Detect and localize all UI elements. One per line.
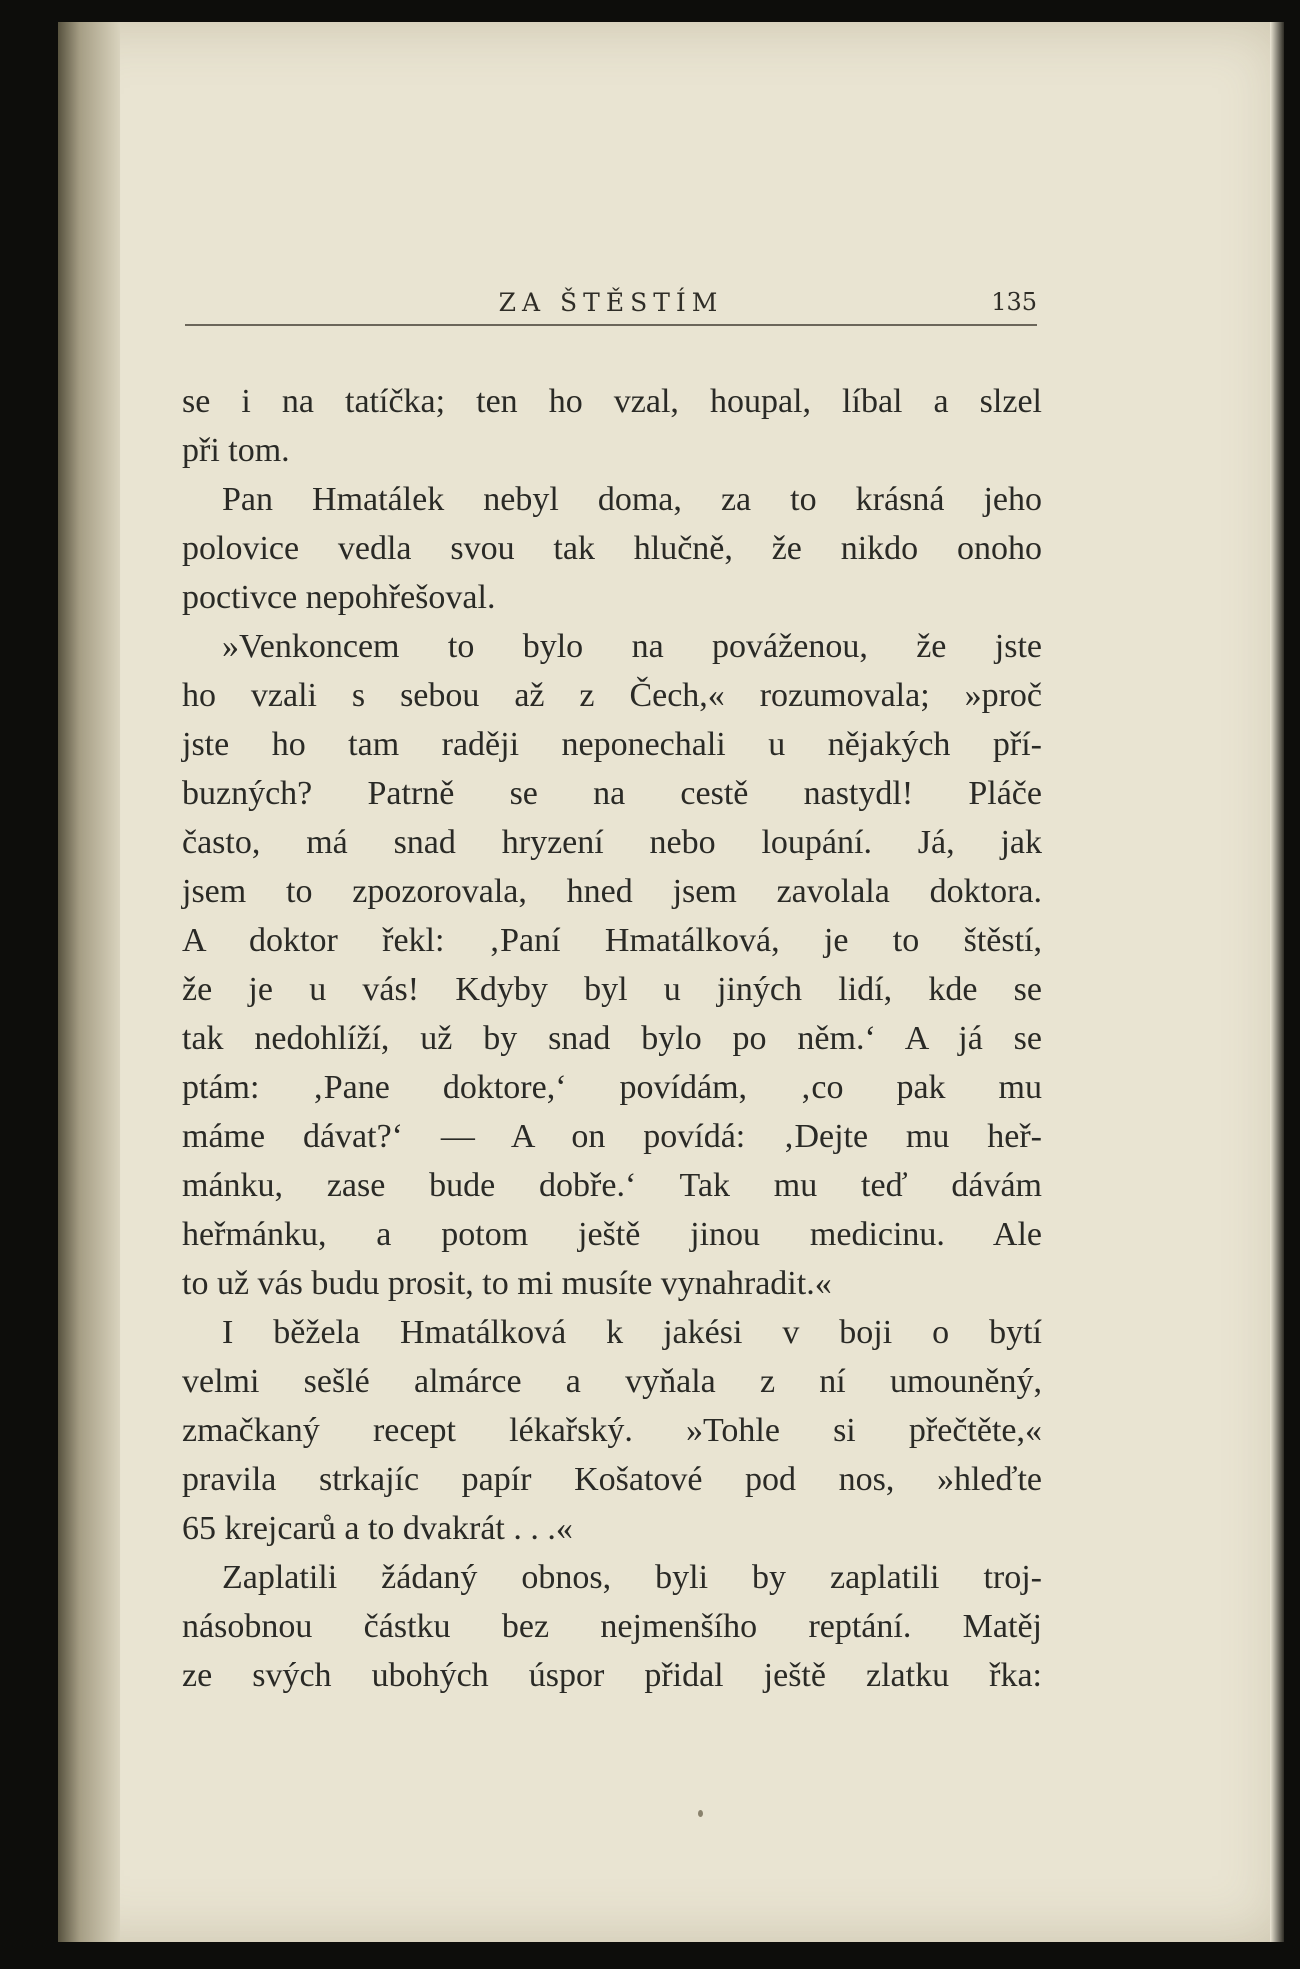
running-head: [185, 282, 1037, 326]
text-line: ptám: ‚Pane doktore,‘ povídám, ‚co pak mu: [182, 1069, 1042, 1106]
text-line: poctivce nepohřešoval.: [182, 579, 496, 616]
text-line: zmačkaný recept lékařský. »Tohle si přečtěte,«: [182, 1412, 1042, 1449]
text-line: heřmánku, a potom ještě jinou medicinu. Ale: [182, 1216, 1042, 1253]
running-head-title: ZA ŠTĚSTÍM: [498, 288, 724, 317]
text-line: jsem to zpozorovala, hned jsem zavolala doktora.: [182, 873, 1042, 910]
page-number: 135: [991, 288, 1037, 316]
text-line: mánku, zase bude dobře.‘ Tak mu teď dávám: [182, 1167, 1042, 1204]
book-spine-shadow: [58, 22, 120, 1942]
text-line: A doktor řekl: ‚Paní Hmatálková, je to štěstí,: [182, 922, 1042, 959]
text-line: Pan Hmatálek nebyl doma, za to krásná jeho: [222, 481, 1042, 518]
text-line: to už vás budu prosit, to mi musíte vynahradit.«: [182, 1265, 832, 1302]
text-line: velmi sešlé almárce a vyňala z ní umouněný,: [182, 1363, 1042, 1400]
text-line: Zaplatili žádaný obnos, byli by zaplatili troj-: [222, 1559, 1042, 1596]
text-line: polovice vedla svou tak hlučně, že nikdo onoho: [182, 530, 1042, 567]
text-line: při tom.: [182, 432, 290, 469]
text-line: jste ho tam raději neponechali u nějakých pří-: [182, 726, 1042, 763]
text-line: buzných? Patrně se na cestě nastydl! Pláče: [182, 775, 1042, 812]
ink-speck: [698, 1810, 703, 1817]
text-line: tak nedohlíží, už by snad bylo po něm.‘ A já se: [182, 1020, 1042, 1057]
text-line: I běžela Hmatálková k jakési v boji o bytí: [222, 1314, 1042, 1351]
text-line: násobnou částku bez nejmenšího reptání. Matěj: [182, 1608, 1042, 1645]
text-line: se i na tatíčka; ten ho vzal, houpal, líbal a slzel: [182, 383, 1042, 420]
page-edge: [1270, 22, 1284, 1942]
text-line: že je u vás! Kdyby byl u jiných lidí, kde se: [182, 971, 1042, 1008]
text-line: »Venkoncem to bylo na pováženou, že jste: [222, 628, 1042, 665]
text-line: často, má snad hryzení nebo loupání. Já, jak: [182, 824, 1042, 861]
text-line: ze svých ubohých úspor přidal ještě zlatku řka:: [182, 1657, 1042, 1694]
text-line: pravila strkajíc papír Košatové pod nos, »hleďte: [182, 1461, 1042, 1498]
body-text: [182, 377, 1042, 1700]
text-line: ho vzali s sebou až z Čech,« rozumovala; »proč: [182, 677, 1042, 714]
text-line: 65 krejcarů a to dvakrát . . .«: [182, 1510, 573, 1547]
text-line: máme dávat?‘ — A on povídá: ‚Dejte mu heř-: [182, 1118, 1042, 1155]
